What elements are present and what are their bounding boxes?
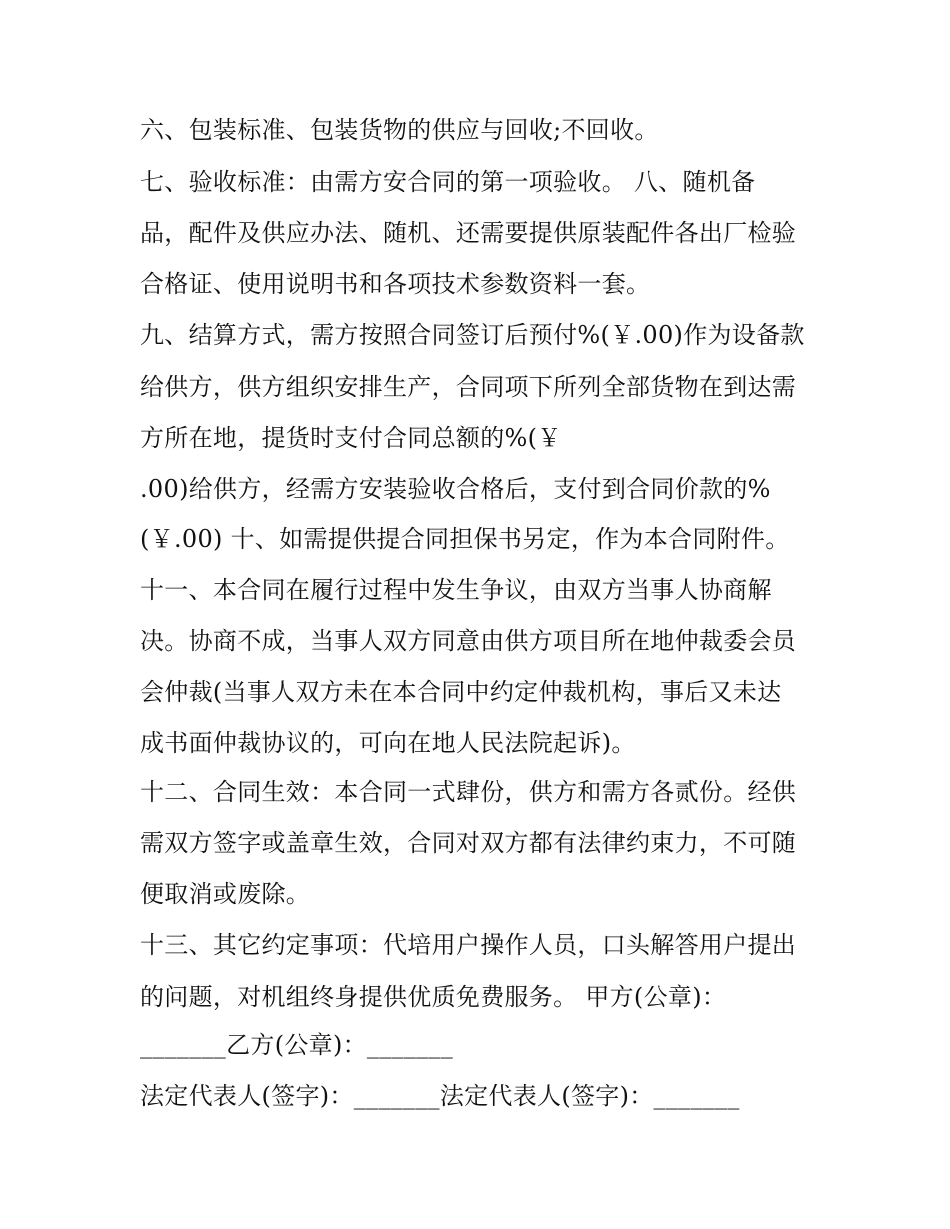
text-line: 九、结算方式，需方按照合同签订后预付%(￥.00)作为设备款 xyxy=(140,321,805,349)
text-line: 六、包装标准、包装货物的供应与回收;不回收。 xyxy=(140,116,659,144)
signature-line-seals: _______乙方(公章)：_______ xyxy=(140,1031,454,1059)
text-line: 十二、合同生效：本合同一式肆份，供方和需方各贰份。经供 xyxy=(140,778,797,806)
text-line: 七、验收标准：由需方安合同的第一项验收。 八、随机备 xyxy=(140,168,756,196)
text-line: 便取消或废除。 xyxy=(140,880,311,908)
text-line: 品，配件及供应办法、随机、还需要提供原装配件各出厂检验 xyxy=(140,219,797,247)
text-line: .00)给供方，经需方安装验收合格后，支付到合同价款的% xyxy=(140,475,771,503)
text-line: 会仲裁(当事人双方未在本合同中约定仲裁机构，事后又未达 xyxy=(140,678,782,706)
text-line: 需双方签字或盖章生效，合同对双方都有法律约束力，不可随 xyxy=(140,829,797,857)
signature-line-representatives: 法定代表人(签字)：_______法定代表人(签字)：_______ xyxy=(140,1082,740,1110)
text-line: 合格证、使用说明书和各项技术参数资料一套。 xyxy=(140,270,651,298)
text-line: 给供方，供方组织安排生产，合同项下所列全部货物在到达需 xyxy=(140,373,797,401)
text-line: 十三、其它约定事项：代培用户操作人员，口头解答用户提出 xyxy=(140,931,797,959)
text-line: 十一、本合同在履行过程中发生争议，由双方当事人协商解 xyxy=(140,576,772,604)
text-line: 方所在地，提货时支付合同总额的%(￥ xyxy=(140,424,562,452)
text-line: 的问题，对机组终身提供优质免费服务。 甲方(公章)： xyxy=(140,983,727,1011)
text-line: 成书面仲裁协议的，可向在地人民法院起诉)。 xyxy=(140,729,636,757)
text-line: 决。协商不成，当事人双方同意由供方项目所在地仲裁委会员 xyxy=(140,627,797,655)
text-line: (￥.00) 十、如需提供提合同担保书另定，作为本合同附件。 xyxy=(140,525,790,553)
